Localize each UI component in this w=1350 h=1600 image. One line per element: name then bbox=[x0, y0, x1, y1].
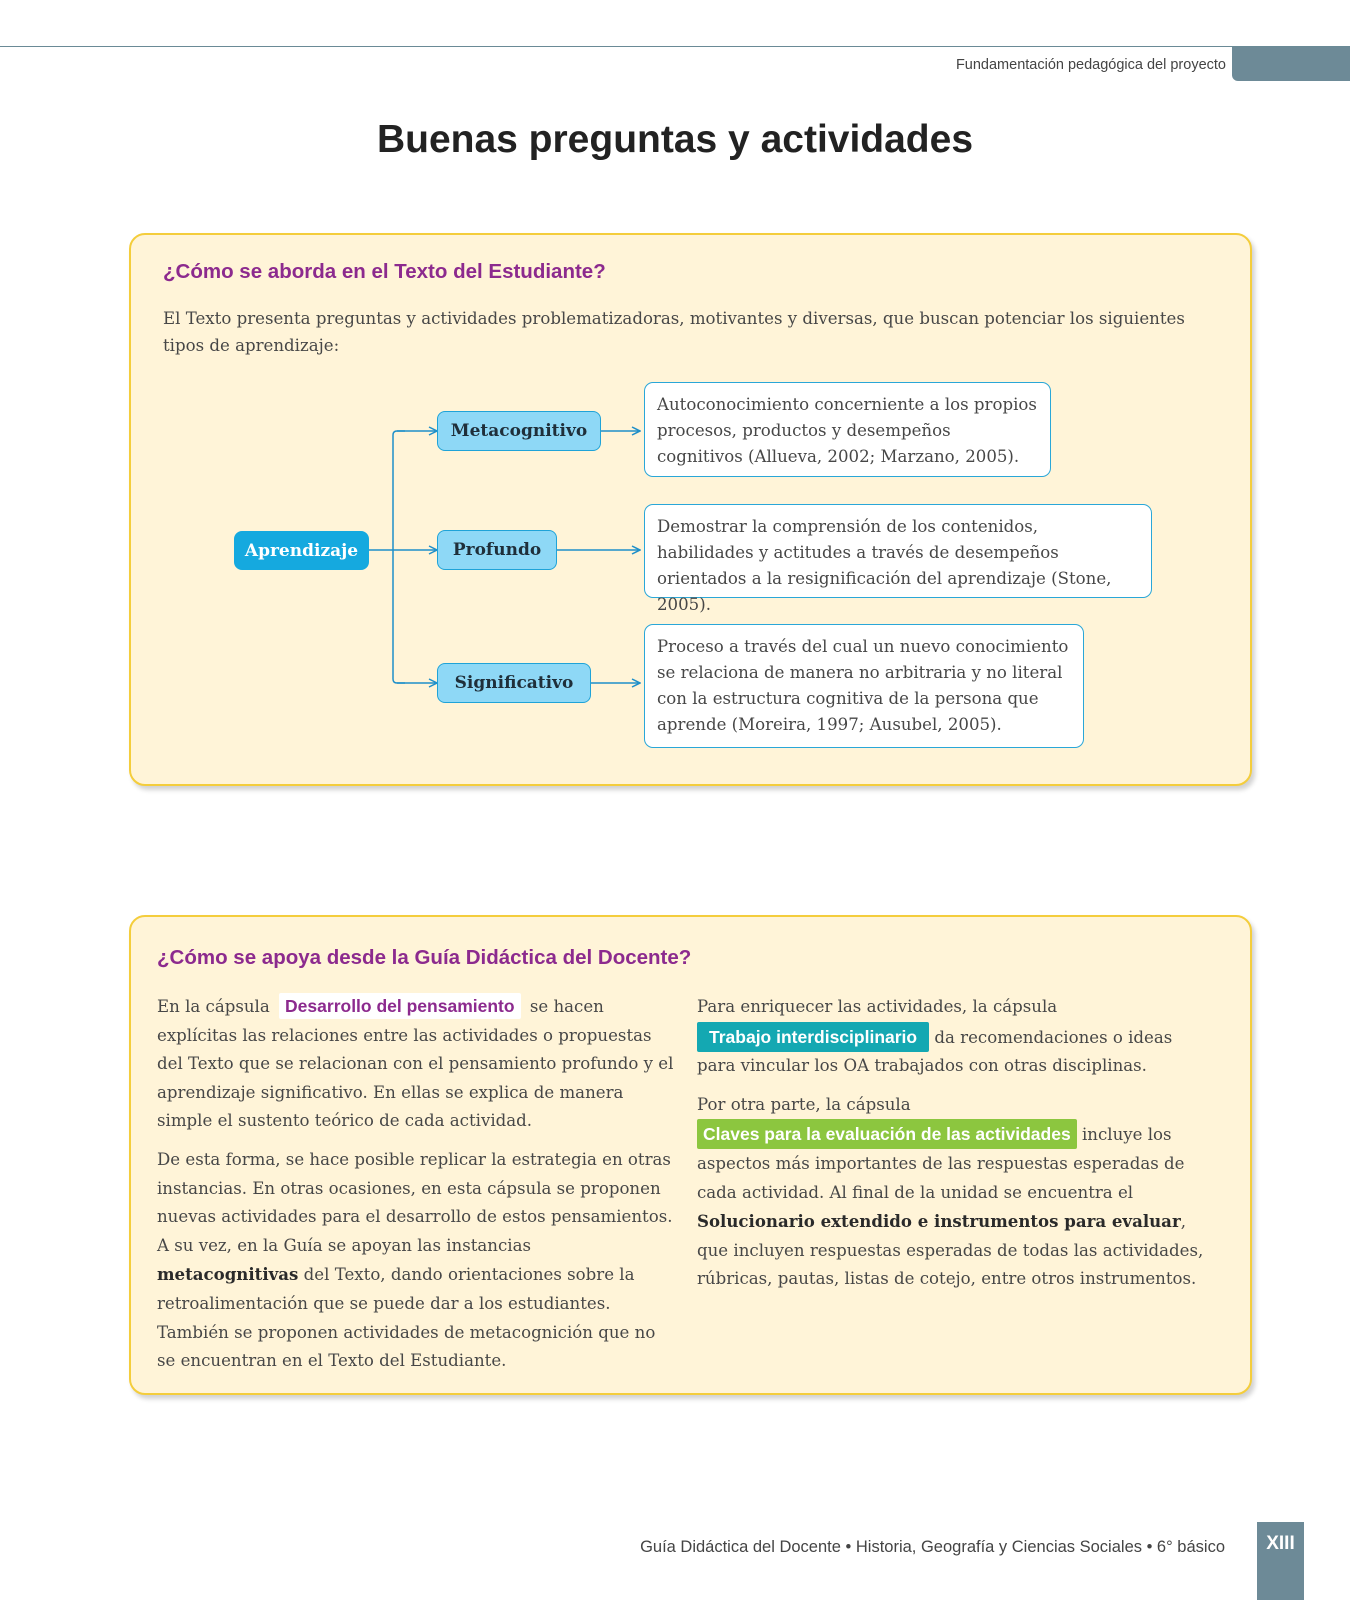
left-p1-text: En la cápsula bbox=[157, 997, 270, 1016]
page-title: Buenas preguntas y actividades bbox=[376, 118, 974, 161]
section1-intro: El Texto presenta preguntas y actividades problematizadoras, motivantes y diversas, que buscan potenciar los siguientes tipos de aprendizaje: bbox=[163, 309, 1185, 355]
node-aprendizaje: Aprendizaje bbox=[234, 531, 369, 570]
left-paragraph-2 bbox=[157, 1146, 677, 1376]
right-p2-text-mid: incluye los aspectos más importantes de las respuestas esperadas de cada actividad. Al final de la unidad se encuentra el bbox=[697, 1125, 1185, 1202]
right-p1-text: Para enriquecer las actividades, la cápsula bbox=[697, 997, 1058, 1016]
capsule-claves-evaluacion: Claves para la evaluación de las actividades bbox=[697, 1119, 1077, 1149]
desc-metacognitivo: Autoconocimiento concerniente a los propios procesos, productos y desempeños cognitivos (Allueva, 2002; Marzano, 2005). bbox=[644, 382, 1051, 477]
desc-significativo: Proceso a través del cual un nuevo conocimiento se relaciona de manera no arbitraria y no literal con la estructura cognitiva de la persona que aprende (Moreira, 1997; Ausubel, 2005). bbox=[644, 624, 1084, 748]
left-p2-text-cont: del Texto, dando orientaciones sobre la retroalimentación que se puede dar a los estudiantes. También se proponen actividades de metacognición que no se encuentran en el Texto del Estudiante. bbox=[157, 1265, 656, 1371]
node-profundo: Profundo bbox=[437, 530, 557, 570]
top-rule bbox=[0, 46, 1350, 47]
left-p1-text-cont: se hacen explícitas las relaciones entre las actividades o propuestas del Texto que se relacionan con el pensamiento profundo y el aprendizaje significativo. En ellas se explica de manera simple el sustento teórico de cada actividad. bbox=[157, 997, 674, 1131]
right-p1-text-cont: da recomendaciones o ideas para vincular los OA trabajados con otras disciplinas. bbox=[697, 1027, 1173, 1076]
right-paragraph-1 bbox=[697, 993, 1207, 1081]
page-number: XIII bbox=[1257, 1522, 1304, 1600]
metacognitivas-bold: metacognitivas bbox=[157, 1264, 299, 1285]
right-p2-text: Por otra parte, la cápsula bbox=[697, 1094, 911, 1114]
solucionario-bold: Solucionario extendido e instrumentos para evaluar bbox=[697, 1211, 1181, 1232]
texto-estudiante-panel bbox=[129, 233, 1252, 786]
node-significativo: Significativo bbox=[437, 663, 591, 703]
desc-profundo: Demostrar la comprensión de los contenidos, habilidades y actitudes a través de desempeños orientados a la resignificación del aprendizaje (Stone, 2005). bbox=[644, 504, 1152, 598]
capsule-trabajo-interdisciplinario: Trabajo interdisciplinario bbox=[697, 1022, 929, 1052]
left-paragraph-1 bbox=[157, 993, 677, 1136]
section2-heading: ¿Cómo se apoya desde la Guía Didáctica del Docente? bbox=[157, 946, 692, 969]
header-tab bbox=[1232, 47, 1350, 81]
right-column bbox=[697, 993, 1207, 1304]
section1-heading: ¿Cómo se aborda en el Texto del Estudiante? bbox=[163, 260, 606, 283]
left-column bbox=[157, 993, 677, 1386]
node-metacognitivo: Metacognitivo bbox=[437, 411, 601, 451]
capsule-desarrollo-pensamiento: Desarrollo del pensamiento bbox=[279, 993, 521, 1019]
guia-docente-panel bbox=[129, 915, 1252, 1395]
branch-spine bbox=[393, 431, 405, 683]
footer-text: Guía Didáctica del Docente • Historia, Geografía y Ciencias Sociales • 6° básico bbox=[640, 1538, 1225, 1556]
right-p2-text-cont: , que incluyen respuestas esperadas de todas las actividades, rúbricas, pautas, listas de cotejo, entre otros instrumentos. bbox=[697, 1212, 1204, 1289]
right-paragraph-2 bbox=[697, 1091, 1207, 1294]
left-p2-text: De esta forma, se hace posible replicar la estrategia en otras instancias. En otras ocasiones, en esta cápsula se proponen nuevas actividades para el desarrollo de estos pensamientos. A su vez, en la Guía se apoyan las instancias bbox=[157, 1149, 673, 1255]
running-head: Fundamentación pedagógica del proyecto bbox=[955, 57, 1226, 73]
